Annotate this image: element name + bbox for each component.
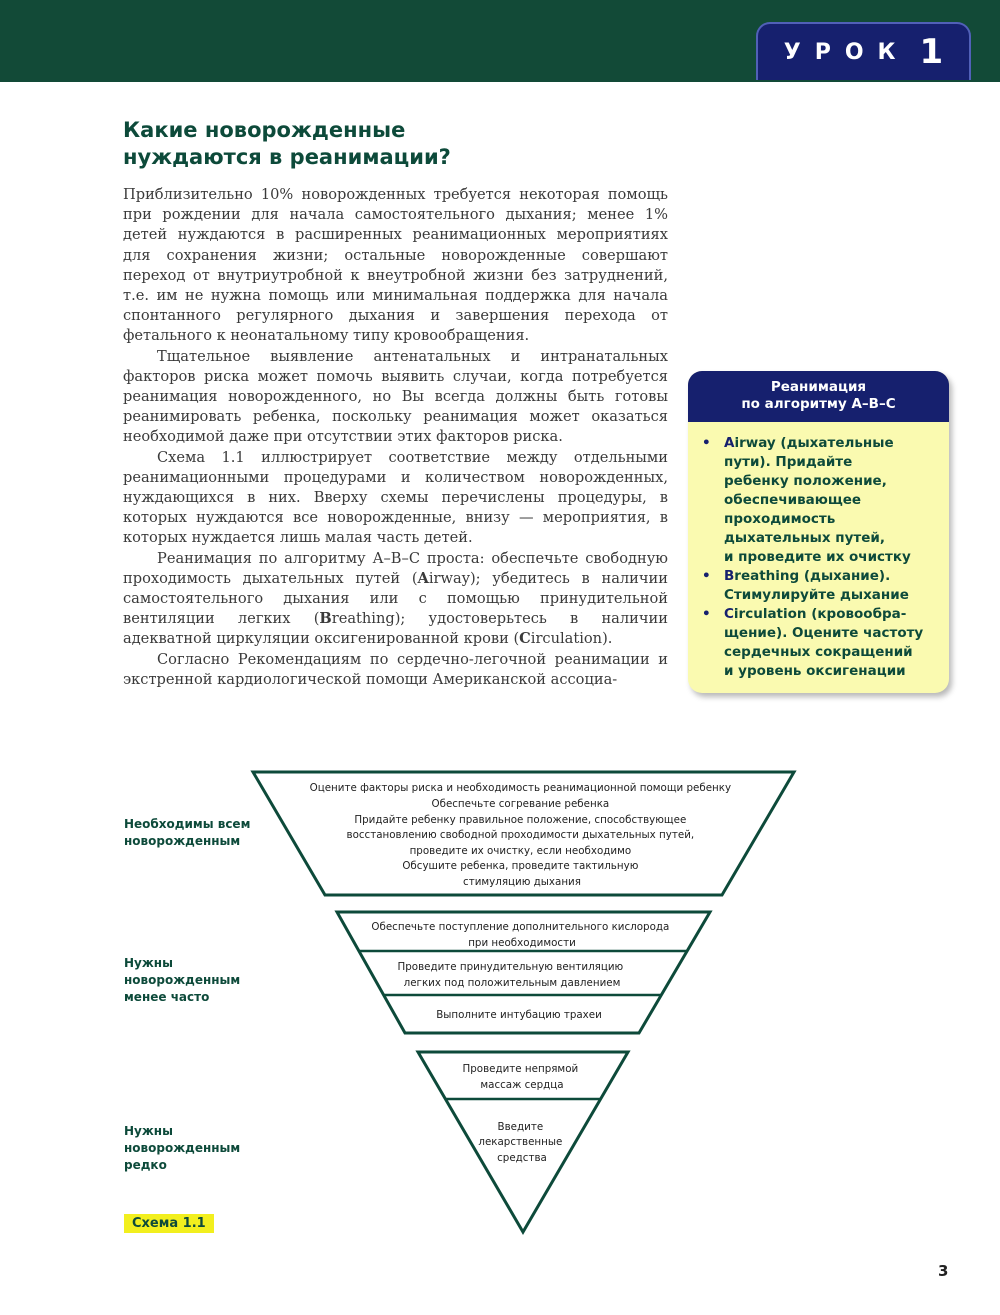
tier1-text: Оцените факторы риска и необходимость реанимационной помощи ребенку Обеспечьте согревание ребенка Придайте ребенку правильное положение, способствующее восстановлению свободной проходимости дыхательных путей, проведите их очистку, если необходимо Обсушите ребенка, проведите тактильную стимуляцию дыхания bbox=[309, 782, 732, 888]
tier3-row-cpr: Проведите непрямой массаж сердца bbox=[462, 1063, 579, 1091]
side-label-less-often: Нужны новорожденным менее часто bbox=[124, 956, 241, 1004]
abc-list bbox=[688, 422, 949, 681]
paragraph-abc: Реанимация по алгоритму А–В–С проста: обеспечьте свободную проходимость дыхательных путей (Airway); убедитесь в наличии самостоятельного дыхания или с помощью принудительной вентиляции легких (Breathing); удостоверьтесь в наличии адекватной циркуляции оксигенированной крови (Circulation). bbox=[123, 549, 669, 648]
paragraph: Приблизительно 10% новорожденных требуется некоторая помощь при рождении для начала самостоятельного дыхания; менее 1% детей нуждаются в расширенных реанимационных мероприятиях для сохранения жизни; остальные новорожденные совершают переход от внутриутробной к внеутробной жизни без затруднений, т.е. им не нужна помощь или минимальная поддержка для начала спонтанного регулярного дыхания и завершения перехода от фетального к неонатальному типу кровообращения. bbox=[123, 186, 668, 345]
paragraph: Тщательное выявление антенатальных и интранатальных факторов риска может помочь выявить случаи, когда потребуется реанимация новорожденного, но Вы всегда должны быть готовы реанимировать ребенка, поскольку реанимация может оказаться необходимой даже при отсутствии этих факторов риска. bbox=[123, 347, 668, 446]
side-label-all: Необходимы всем новорожденным bbox=[124, 817, 251, 848]
lesson-word: УРОК bbox=[783, 39, 910, 65]
tier2-row-intubation: Выполните интубацию трахеи bbox=[436, 1009, 602, 1021]
tier2-row-oxygen: Обеспечьте поступление дополнительного кислорода при необходимости bbox=[371, 921, 670, 949]
abc-item-airway: • Airway (дыхательные пути). Придайте ребенку положение, обеспечивающее проходимость дыхательных путей, и проведите их очистку bbox=[702, 434, 939, 567]
abc-box-title: Реанимация по алгоритму А–В–С bbox=[688, 371, 949, 422]
lesson-number: 1 bbox=[919, 32, 944, 72]
abc-info-box bbox=[688, 371, 949, 693]
page-title bbox=[123, 117, 683, 171]
title-line: нуждаются в реанимации? bbox=[123, 145, 451, 169]
paragraph: Схема 1.1 иллюстрирует соответствие между отдельными реанимационными процедурами и количеством новорожденных, нуждающихся в них. Вверху схемы перечислены процедуры, в которых нуждаются все новорожденные, внизу — мероприятия, в которых нуждается лишь малая часть детей. bbox=[123, 448, 668, 547]
figure-caption: Схема 1.1 bbox=[124, 1214, 214, 1233]
tier3-row-drugs: Введите лекарственные средства bbox=[478, 1121, 563, 1164]
title-line: Какие новорожденные bbox=[123, 118, 406, 142]
abc-item-circulation: • Circulation (кровообра- щение). Оцените частоту сердечных сокращений и уровень оксигенации bbox=[702, 605, 939, 681]
side-label-rarely: Нужны новорожденным редко bbox=[124, 1124, 241, 1172]
abc-item-breathing: • Breathing (дыхание). Стимулируйте дыхание bbox=[702, 567, 939, 605]
paragraph: Согласно Рекомендациям по сердечно-легочной реанимации и экстренной кардиологической помощи Американской ассоциа- bbox=[123, 650, 668, 688]
lesson-tab bbox=[756, 22, 971, 80]
page-number: 3 bbox=[938, 1262, 949, 1280]
body-text bbox=[123, 185, 668, 690]
tier2-row-ventilation: Проведите принудительную вентиляцию легких под положительным давлением bbox=[397, 961, 624, 989]
